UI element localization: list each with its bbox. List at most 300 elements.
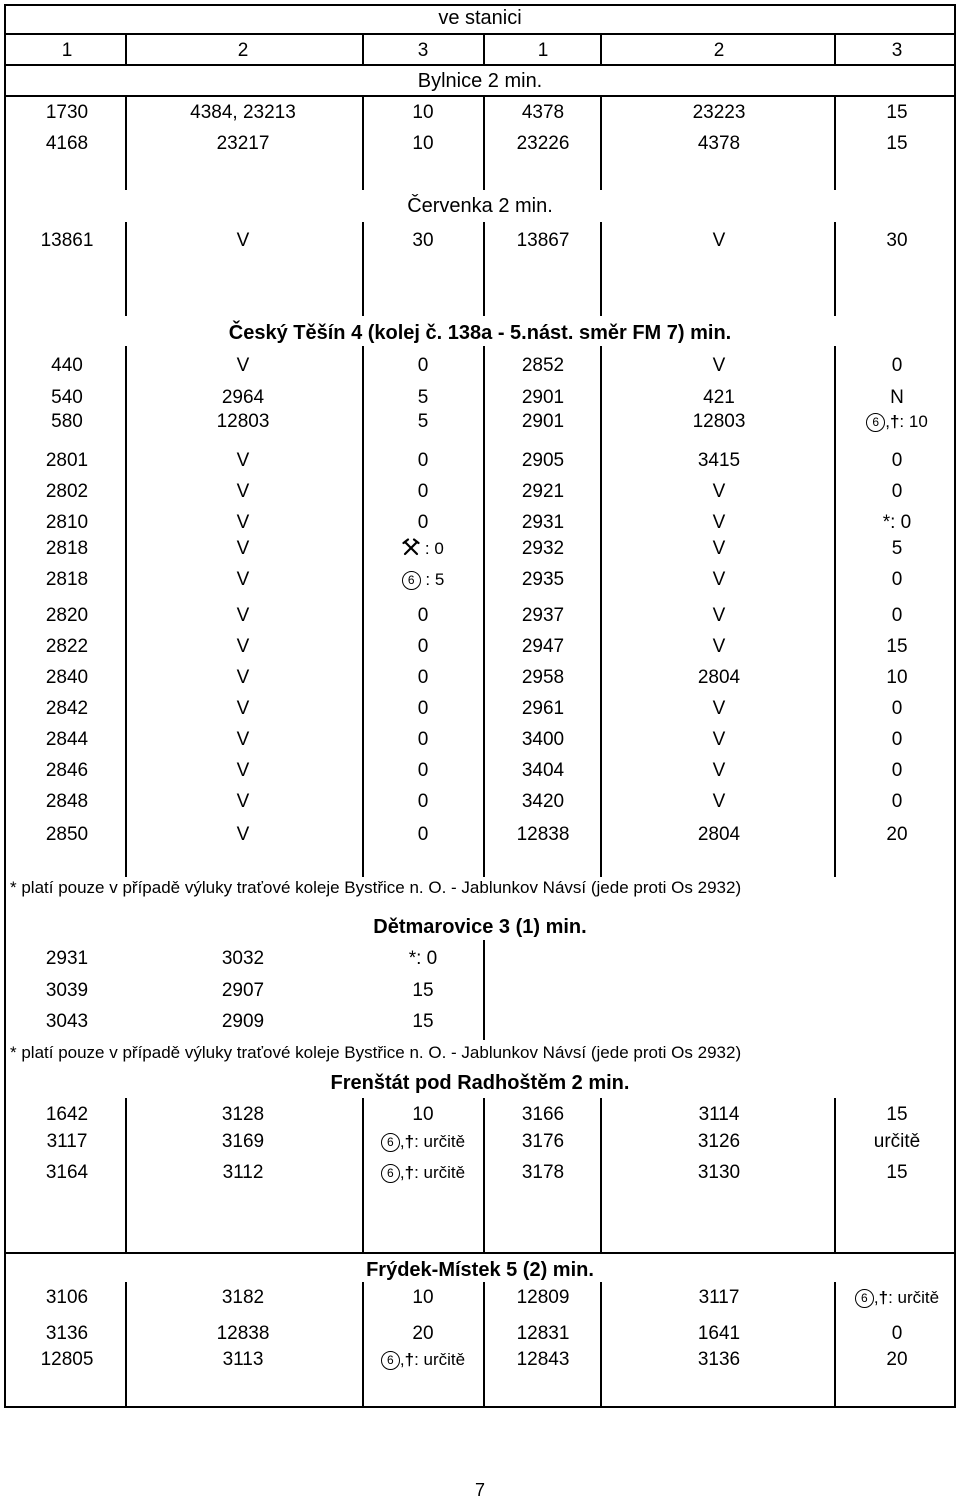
table-cell — [827, 387, 960, 409]
table-cell — [473, 230, 613, 252]
table-cell: 6 ,†: určitě — [827, 1287, 960, 1309]
table-cell — [353, 411, 493, 433]
table-cell — [827, 698, 960, 720]
table-cell — [0, 1131, 137, 1153]
table-cell — [173, 1287, 313, 1309]
cell-text: 2842 — [45, 698, 89, 719]
footnote: * platí pouze v případě výluky traťové koleje Bystřice n. O. - Jablunkov Návsí (jede proti Os 2932) — [10, 1043, 742, 1062]
cell-text: 3113 — [222, 1349, 264, 1370]
table-cell — [353, 698, 493, 720]
table-cell — [827, 1323, 960, 1345]
table-cell — [173, 450, 313, 472]
table-cell — [173, 538, 313, 560]
cell-text: 0 — [417, 698, 429, 719]
table-cell — [649, 698, 789, 720]
table-cell — [173, 791, 313, 813]
table-cell — [0, 698, 137, 720]
table-cell — [0, 791, 137, 813]
cell-text: 0 — [417, 667, 429, 688]
cell-text: 15 — [412, 980, 434, 1001]
cell-text: 2935 — [521, 569, 565, 590]
cell-text: V — [712, 698, 726, 719]
section-title-detmarovice: Dětmarovice 3 (1) min. — [373, 916, 587, 938]
cell-text: 0 — [891, 791, 903, 812]
cell-text: 2810 — [45, 512, 89, 533]
table-cell — [353, 481, 493, 503]
cell-text: 2958 — [521, 667, 565, 688]
cell-text: 0 — [891, 355, 903, 376]
table-cell — [0, 355, 137, 377]
table-cell — [173, 636, 313, 658]
cell-text: 12838 — [516, 824, 570, 845]
cell-text: 12805 — [40, 1349, 94, 1370]
cell-text: V — [236, 230, 250, 251]
table-cell — [0, 450, 137, 472]
cell-text: V — [236, 450, 250, 471]
table-cell: 6 ,†: 10 — [827, 411, 960, 433]
dagger-icon: † — [404, 1350, 415, 1369]
table-cell — [649, 387, 789, 409]
table-cell — [173, 387, 313, 409]
cell-text: 3164 — [45, 1162, 89, 1183]
table-cell — [0, 948, 137, 970]
cell-text: 2901 — [521, 387, 565, 408]
table-cell — [649, 411, 789, 433]
cell-text: 3182 — [221, 1287, 265, 1308]
table-cell — [173, 230, 313, 252]
table-cell — [473, 698, 613, 720]
table-cell — [0, 760, 137, 782]
cell-text: 3176 — [521, 1131, 565, 1152]
table-cell — [649, 791, 789, 813]
table-cell — [173, 948, 313, 970]
cell-text: 3136 — [45, 1323, 89, 1344]
cell-text: : 10 — [899, 412, 928, 431]
cell-text: 3114 — [698, 1104, 740, 1125]
table-cell — [0, 824, 137, 846]
table-cell — [353, 1104, 493, 1126]
table-cell — [353, 636, 493, 658]
cell-text: 2961 — [521, 698, 565, 719]
cell-text: 2848 — [45, 791, 89, 812]
cell-text: 4378 — [521, 102, 565, 123]
cell-text: 0 — [417, 512, 429, 533]
cell-text: 2947 — [521, 636, 565, 657]
cell-text: V — [712, 569, 726, 590]
cell-text: 2907 — [221, 980, 265, 1001]
cell-text: : 5 — [425, 570, 445, 589]
cell-text: 0 — [417, 355, 429, 376]
circled-six-icon: 6 — [381, 1164, 400, 1183]
cell-text: 20 — [412, 1323, 434, 1344]
cell-text: V — [236, 791, 250, 812]
cell-text: 3130 — [697, 1162, 741, 1183]
table-cell — [353, 729, 493, 751]
table-cell — [473, 355, 613, 377]
table-cell — [473, 102, 613, 124]
table-cell — [353, 667, 493, 689]
cell-text: V — [712, 729, 726, 750]
cell-text: 0 — [417, 450, 429, 471]
table-cell — [827, 729, 960, 751]
table-cell — [353, 948, 493, 970]
table-cell — [827, 355, 960, 377]
cell-text: V — [712, 481, 726, 502]
table-cell — [473, 1287, 613, 1309]
table-cell — [827, 760, 960, 782]
table-cell — [0, 411, 137, 433]
cell-text: 0 — [891, 481, 903, 502]
cell-text: 30 — [886, 230, 908, 251]
table-cell — [173, 1011, 313, 1033]
circled-six-icon: 6 — [381, 1351, 400, 1370]
table-cell — [473, 1104, 613, 1126]
cell-text: 5 — [417, 387, 429, 408]
cell-text: V — [236, 512, 250, 533]
cell-text: 12803 — [216, 411, 270, 432]
table-cell — [473, 1349, 613, 1371]
cell-text: V — [712, 636, 726, 657]
cell-text: 15 — [886, 133, 908, 154]
table-cell — [173, 667, 313, 689]
table-cell — [0, 1011, 137, 1033]
table-cell — [473, 729, 613, 751]
table-cell — [649, 1323, 789, 1345]
cell-text: 10 — [412, 1287, 434, 1308]
table-cell — [649, 729, 789, 751]
cell-text: V — [236, 569, 250, 590]
table-cell — [649, 569, 789, 591]
table-cell — [353, 450, 493, 472]
cell-text: 2964 — [221, 387, 265, 408]
table-cell — [827, 133, 960, 155]
cell-text: 2901 — [521, 411, 565, 432]
cell-text: 3420 — [521, 791, 565, 812]
table-cell — [473, 512, 613, 534]
footnote: * platí pouze v případě výluky traťové koleje Bystřice n. O. - Jablunkov Návsí (jede proti Os 2932) — [10, 878, 742, 897]
cell-text: 0 — [891, 450, 903, 471]
cell-text: 2802 — [45, 481, 89, 502]
table-cell — [827, 667, 960, 689]
cell-text: : určitě — [888, 1288, 940, 1307]
table-cell — [173, 729, 313, 751]
table-cell — [353, 1011, 493, 1033]
table-cell — [473, 411, 613, 433]
cell-text: V — [236, 355, 250, 376]
table-cell — [353, 605, 493, 627]
header-title: ve stanici — [438, 7, 522, 29]
table-cell — [827, 102, 960, 124]
table-cell — [649, 667, 789, 689]
table-cell — [0, 387, 137, 409]
table-cell — [649, 450, 789, 472]
cell-text: 1730 — [45, 102, 89, 123]
table-cell — [827, 791, 960, 813]
cell-text: 3117 — [46, 1131, 88, 1152]
table-cell — [0, 512, 137, 534]
table-cell — [473, 1323, 613, 1345]
cell-text: 421 — [703, 387, 735, 408]
cell-text: 3126 — [697, 1131, 741, 1152]
cell-text: 13867 — [516, 230, 570, 251]
table-cell — [827, 230, 960, 252]
table-cell — [473, 1131, 613, 1153]
cell-text: 0 — [891, 698, 903, 719]
dagger-icon: † — [404, 1163, 415, 1182]
table-cell — [649, 636, 789, 658]
cell-text: 2804 — [697, 667, 741, 688]
cell-text: 10 — [412, 133, 434, 154]
column-number: 3 — [417, 40, 429, 61]
table-cell — [827, 512, 960, 534]
table-cell: 6 ,†: určitě — [353, 1349, 493, 1371]
table-cell — [473, 133, 613, 155]
table-cell — [649, 1349, 789, 1371]
cell-text: 12809 — [516, 1287, 570, 1308]
cell-text: 3032 — [221, 948, 265, 969]
circled-six-icon: 6 — [866, 413, 885, 432]
table-cell — [827, 450, 960, 472]
cell-text: 2846 — [45, 760, 89, 781]
cell-text: 30 — [412, 230, 434, 251]
dagger-icon: † — [878, 1288, 889, 1307]
cell-text: 15 — [886, 636, 908, 657]
table-cell — [0, 1104, 137, 1126]
dagger-icon: † — [889, 412, 900, 431]
table-cell — [473, 481, 613, 503]
cell-text: 2931 — [45, 948, 89, 969]
grid-row-line — [4, 1252, 956, 1254]
table-cell — [473, 387, 613, 409]
cell-text: 0 — [417, 760, 429, 781]
table-cell — [353, 512, 493, 534]
table-cell — [0, 1287, 137, 1309]
cell-text: 0 — [417, 481, 429, 502]
cell-text: 5 — [891, 538, 903, 559]
table-cell — [649, 102, 789, 124]
table-cell — [0, 980, 137, 1002]
cell-text: 3112 — [222, 1162, 264, 1183]
cell-text: V — [236, 698, 250, 719]
cell-text: V — [712, 605, 726, 626]
cell-text: 2852 — [521, 355, 565, 376]
section-title-bylnice: Bylnice 2 min. — [417, 70, 543, 92]
table-cell — [353, 824, 493, 846]
cell-text: 23217 — [216, 133, 270, 154]
cell-text: : určitě — [414, 1350, 466, 1369]
cell-text: 580 — [51, 411, 83, 432]
table-cell — [827, 481, 960, 503]
cell-text: V — [236, 824, 250, 845]
table-cell — [827, 1131, 960, 1153]
cell-text: 12838 — [216, 1323, 270, 1344]
cell-text: 0 — [417, 729, 429, 750]
table-cell — [0, 230, 137, 252]
cell-text: 5 — [417, 411, 429, 432]
cell-text: N — [890, 387, 904, 408]
hammer-pick-icon — [402, 538, 420, 562]
table-cell — [0, 1323, 137, 1345]
table-cell — [173, 1162, 313, 1184]
table-cell — [473, 824, 613, 846]
table-cell — [473, 569, 613, 591]
cell-text: 0 — [417, 824, 429, 845]
table-cell — [353, 569, 493, 591]
table-cell — [649, 824, 789, 846]
cell-text: 10 — [886, 667, 908, 688]
cell-text: 2844 — [45, 729, 89, 750]
cell-text: 3404 — [521, 760, 565, 781]
cell-text: V — [712, 230, 726, 251]
table-cell — [173, 1131, 313, 1153]
cell-text: V — [236, 729, 250, 750]
table-cell — [173, 411, 313, 433]
table-cell — [173, 1104, 313, 1126]
section-title-cesky-tesin: Český Těšín 4 (kolej č. 138a - 5.nást. směr FM 7) min. — [228, 322, 732, 344]
cell-text: určitě — [873, 1131, 921, 1152]
cell-text: 0 — [891, 1323, 903, 1344]
circled-six-icon: 6 — [402, 571, 421, 590]
cell-text: 15 — [886, 1162, 908, 1183]
circled-six-icon: 6 — [381, 1133, 400, 1152]
cell-text: 440 — [51, 355, 83, 376]
table-cell — [649, 512, 789, 534]
circled-six-icon: 6 — [855, 1289, 874, 1308]
cell-text: 2937 — [521, 605, 565, 626]
table-cell — [173, 698, 313, 720]
grid-row-line — [4, 95, 956, 97]
table-cell — [827, 636, 960, 658]
cell-text: 3400 — [521, 729, 565, 750]
cell-text: 3166 — [521, 1104, 565, 1125]
table-cell — [0, 636, 137, 658]
section-title-frydek: Frýdek-Místek 5 (2) min. — [366, 1259, 594, 1281]
cell-text: 2820 — [45, 605, 89, 626]
cell-text: : 0 — [424, 539, 444, 558]
cell-text: 3136 — [697, 1349, 741, 1370]
cell-text: 20 — [886, 1349, 908, 1370]
column-number: 1 — [61, 40, 73, 61]
cell-text: 0 — [891, 729, 903, 750]
cell-text: : určitě — [414, 1163, 466, 1182]
cell-text: V — [236, 667, 250, 688]
section-title-frenstat: Frenštát pod Radhoštěm 2 min. — [330, 1072, 630, 1094]
table-cell — [649, 230, 789, 252]
cell-text: 2932 — [521, 538, 565, 559]
cell-text: V — [236, 605, 250, 626]
cell-text: 10 — [412, 1104, 434, 1125]
table-cell — [173, 1349, 313, 1371]
table-cell — [173, 102, 313, 124]
page-number: 7 — [474, 1480, 485, 1500]
table-cell — [173, 133, 313, 155]
cell-text: 0 — [417, 791, 429, 812]
table-cell — [0, 729, 137, 751]
cell-text: 1642 — [45, 1104, 89, 1125]
cell-text: 15 — [886, 1104, 908, 1125]
table-cell — [0, 1162, 137, 1184]
table-cell — [827, 1162, 960, 1184]
cell-text: 12843 — [516, 1349, 570, 1370]
table-cell — [353, 1287, 493, 1309]
dagger-icon: † — [404, 1132, 415, 1151]
cell-text: V — [712, 760, 726, 781]
cell-text: *: 0 — [408, 948, 438, 969]
table-cell — [649, 133, 789, 155]
cell-text: V — [236, 481, 250, 502]
grid-row-line — [4, 33, 956, 35]
section-title-cervenka: Červenka 2 min. — [407, 195, 553, 217]
cell-text: 15 — [412, 1011, 434, 1032]
cell-text: 2822 — [45, 636, 89, 657]
cell-text: 10 — [412, 102, 434, 123]
table-cell — [0, 538, 137, 560]
cell-text: V — [236, 760, 250, 781]
table-cell — [649, 1104, 789, 1126]
table-cell — [473, 450, 613, 472]
cell-text: 0 — [891, 760, 903, 781]
cell-text: 13861 — [40, 230, 94, 251]
cell-text: 3039 — [45, 980, 89, 1001]
cell-text: *: 0 — [882, 512, 912, 533]
cell-text: 3106 — [45, 1287, 89, 1308]
table-cell — [173, 569, 313, 591]
cell-text: V — [712, 791, 726, 812]
cell-text: 3117 — [698, 1287, 740, 1308]
cell-text: 2850 — [45, 824, 89, 845]
cell-text: 2909 — [221, 1011, 265, 1032]
cell-text: 4384, 23213 — [190, 102, 296, 123]
cell-text: 0 — [891, 569, 903, 590]
table-cell — [827, 538, 960, 560]
table-cell — [173, 824, 313, 846]
table-cell — [649, 1162, 789, 1184]
cell-text: 20 — [886, 824, 908, 845]
table-cell — [0, 133, 137, 155]
table-cell — [0, 102, 137, 124]
cell-text: V — [712, 538, 726, 559]
table-cell — [827, 605, 960, 627]
cell-text: 3043 — [45, 1011, 89, 1032]
cell-text: 2931 — [521, 512, 565, 533]
table-cell — [353, 102, 493, 124]
cell-text: 2818 — [45, 569, 89, 590]
cell-text: 3415 — [697, 450, 741, 471]
table-cell — [827, 824, 960, 846]
table-cell — [827, 1349, 960, 1371]
cell-text: : určitě — [414, 1132, 466, 1151]
cell-text: 1641 — [697, 1323, 741, 1344]
table-cell — [473, 605, 613, 627]
cell-text: 2840 — [45, 667, 89, 688]
cell-text: 15 — [886, 102, 908, 123]
table-cell — [473, 791, 613, 813]
table-cell — [649, 538, 789, 560]
column-number: 1 — [537, 40, 549, 61]
cell-text: 2804 — [697, 824, 741, 845]
cell-text: 3178 — [521, 1162, 565, 1183]
cell-text: 12831 — [516, 1323, 570, 1344]
table-cell — [0, 667, 137, 689]
table-cell — [827, 1104, 960, 1126]
cell-text: 3128 — [221, 1104, 265, 1125]
cell-text: V — [236, 538, 250, 559]
table-cell — [649, 1131, 789, 1153]
table-cell — [649, 760, 789, 782]
cell-text: 0 — [417, 636, 429, 657]
table-cell — [0, 1349, 137, 1371]
table-cell — [473, 667, 613, 689]
